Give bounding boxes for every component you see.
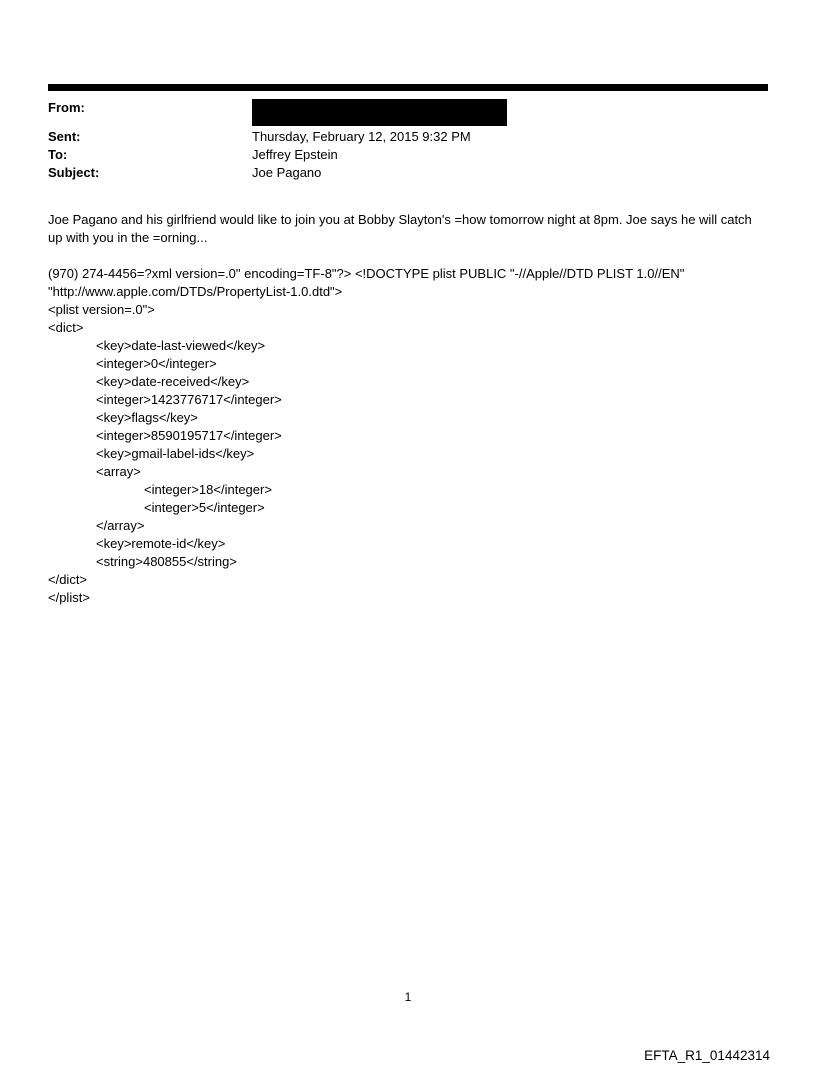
- plist-line: <key>gmail-label-ids</key>: [96, 446, 255, 461]
- header-row-from: [48, 99, 768, 128]
- email-body: [48, 211, 754, 607]
- plist-line: <key>remote-id</key>: [96, 536, 226, 551]
- redaction-box: [252, 99, 507, 126]
- plist-line: </array>: [96, 518, 145, 533]
- plist-line: <integer>8590195717</integer>: [96, 428, 282, 443]
- plist-line: <plist version=.0">: [48, 302, 155, 317]
- plist-line: <integer>1423776717</integer>: [96, 392, 282, 407]
- header-label-to: To:: [48, 147, 68, 162]
- plist-line: <integer>0</integer>: [96, 356, 217, 371]
- plist-line: <integer>5</integer>: [144, 500, 265, 515]
- header-row-subject: [48, 164, 768, 182]
- header-label-from: From:: [48, 100, 85, 115]
- header-value-sent: Thursday, February 12, 2015 9:32 PM: [252, 129, 471, 144]
- plist-line: <key>flags</key>: [96, 410, 198, 425]
- header-divider-bar: [48, 84, 768, 91]
- bates-number: EFTA_R1_01442314: [644, 1048, 770, 1063]
- plist-line: <string>480855</string>: [96, 554, 237, 569]
- body-paragraph-message: Joe Pagano and his girlfriend would like to join you at Bobby Slayton's =how tomorrow night at 8pm. Joe says he will catch up with you in the =orning...: [48, 212, 752, 245]
- header-value-subject: Joe Pagano: [252, 165, 322, 180]
- email-header: [48, 99, 768, 182]
- body-paragraph-xml-header: (970) 274-4456=?xml version=.0" encoding=TF-8"?> <!DOCTYPE plist PUBLIC "-//Apple//DTD PLIST 1.0//EN" "http://www.apple.com/DTDs/PropertyList-1.0.dtd">: [48, 266, 685, 299]
- plist-line: <key>date-last-viewed</key>: [96, 338, 266, 353]
- header-label-sent: Sent:: [48, 129, 81, 144]
- header-row-to: [48, 146, 768, 164]
- header-label-subject: Subject:: [48, 165, 100, 180]
- plist-line: <dict>: [48, 320, 84, 335]
- plist-line: </plist>: [48, 590, 90, 605]
- plist-line: <array>: [96, 464, 141, 479]
- plist-line: </dict>: [48, 572, 88, 587]
- plist-lines: [48, 301, 754, 607]
- page-number: 1: [404, 990, 412, 1004]
- plist-line: <key>date-received</key>: [96, 374, 250, 389]
- header-row-sent: [48, 128, 768, 146]
- plist-line: <integer>18</integer>: [144, 482, 272, 497]
- header-value-to: Jeffrey Epstein: [252, 147, 338, 162]
